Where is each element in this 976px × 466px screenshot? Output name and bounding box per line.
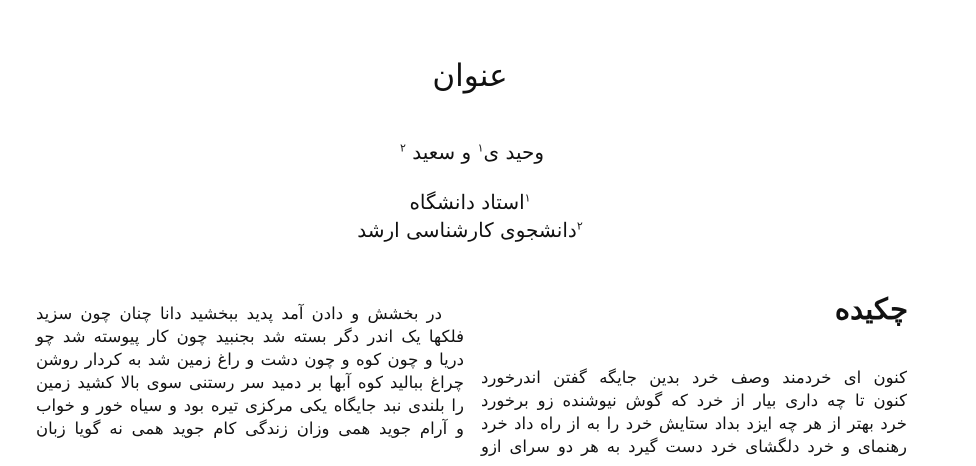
author-1-name: وحید ی bbox=[483, 140, 545, 164]
body-line: و آرام جوید همی وزان زندگی کام جوید همی نه گویا زبان bbox=[36, 419, 464, 438]
abstract-heading: چکیده bbox=[834, 292, 908, 326]
author-2-affiliation-mark: ۲ bbox=[399, 141, 406, 155]
abstract-line: کنون ای خردمند وصف خرد بدین جایگه گفتن اندرخورد bbox=[481, 368, 907, 387]
author-2-name: سعید bbox=[412, 140, 456, 164]
body-text bbox=[36, 302, 464, 440]
body-line: دریا و چون کوه و چون دشت و راغ زمین شد به کردار روشن bbox=[36, 350, 464, 369]
affiliation-2-mark: ۲ bbox=[576, 219, 583, 233]
abstract-line: خرد بهتر از هر چه ایزد بداد ستایش خرد را به از راه داد خرد bbox=[481, 414, 907, 433]
affiliation-2-text: دانشجوی کارشناسی ارشد bbox=[357, 218, 577, 242]
body-line: در بخشش و دادن آمد پدید ببخشید دانا چنان چون سزید bbox=[36, 304, 442, 323]
body-line: چراغ ببالید کوه آبها بر دمید سر رستنی سوی بالا کشید زمین bbox=[36, 373, 464, 392]
abstract-text bbox=[481, 366, 907, 458]
body-line: فلکها یک اندر دگر بسته شد بجنبید چون کار پیوسته شد چو bbox=[36, 327, 464, 346]
body-line: را بلندی نبد جایگاه یکی مرکزی تیره بود و سیاه خور و خواب bbox=[36, 396, 464, 415]
affiliation-1-mark: ۱ bbox=[524, 191, 531, 205]
author-line bbox=[0, 140, 944, 164]
abstract-line: کنون تا چه داری بیار از خرد که گوش نیوشنده زو برخورد bbox=[481, 391, 907, 410]
author-conjunction: و bbox=[461, 140, 472, 164]
affiliation-1-text: استاد دانشگاه bbox=[409, 190, 525, 214]
author-1-affiliation-mark: ۱ bbox=[477, 141, 484, 155]
abstract-line: رهنمای و خرد دلگشای خرد دست گیرد به هر دو سرای ازو bbox=[481, 437, 907, 456]
affiliation-2 bbox=[0, 218, 940, 242]
paper-title: عنوان bbox=[432, 58, 508, 94]
affiliation-1 bbox=[0, 190, 940, 214]
